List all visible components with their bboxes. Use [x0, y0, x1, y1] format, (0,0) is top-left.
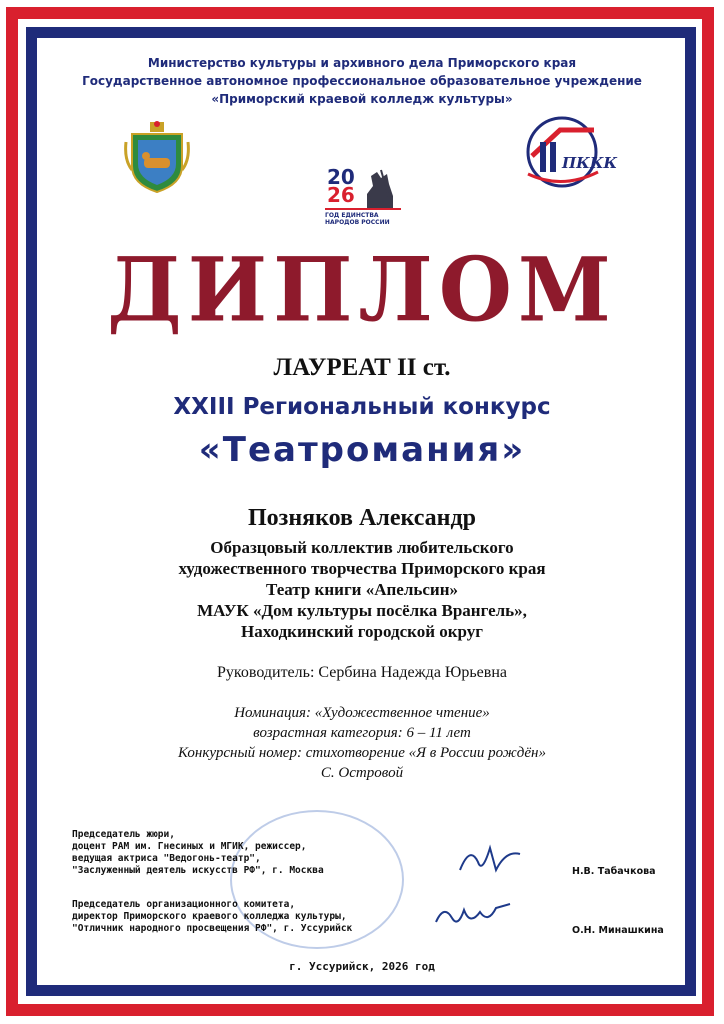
ministry-line: Министерство культуры и архивного дела Приморского края [147, 56, 577, 70]
age-category-line: возрастная категория: 6 – 11 лет [253, 725, 471, 741]
nomination-line: Номинация: «Художественное чтение» [234, 705, 490, 721]
institution-line: Государственное автономное профессиональное образовательное учреждение [82, 74, 642, 88]
leader-line: Руководитель: Сербина Надежда Юрьевна [217, 664, 507, 681]
recipient-line: Театр книги «Апельсин» [266, 580, 458, 599]
college-logo-icon [520, 112, 602, 188]
emblem-year-bottom: 26 [327, 183, 355, 207]
committee-chair-role-line: "Отличник народного просвещения РФ", г. Уссурийск [72, 923, 353, 934]
diploma-title: ДИПЛОМ [107, 237, 617, 342]
emblem-year-top: 20 [327, 165, 355, 189]
jury-chair-role-line: доцент РАМ им. Гнесиных и МГИК, режиссер, [72, 841, 307, 852]
recipient-line: художественного творчества Приморского края [178, 559, 546, 578]
college-name-line: «Приморский краевой колледж культуры» [211, 92, 513, 106]
recipient-name: Позняков Александр [248, 505, 476, 531]
monument-icon [359, 168, 399, 210]
committee-chair-role-line: Председатель организационного комитета, [72, 899, 296, 910]
author-line: С. Островой [320, 765, 404, 781]
committee-chair-name: О.Н. Минашкина [572, 925, 664, 936]
contest-name: «Театромания» [198, 430, 526, 470]
jury-chair-signature [450, 840, 530, 880]
college-logo-mark: ПККК [562, 154, 618, 172]
jury-chair-role-line: Председатель жюри, [72, 829, 175, 840]
contest-title: XXIII Региональный конкурс [173, 394, 551, 420]
committee-chair-role-line: директор Приморского краевого колледжа культуры, [72, 911, 347, 922]
year-of-unity-emblem [325, 165, 401, 236]
committee-chair-signature [430, 898, 520, 934]
coat-of-arms-icon [124, 120, 190, 194]
recipient-line: Образцовый коллектив любительского [210, 538, 514, 557]
city-and-year: г. Уссурийск, 2026 год [289, 960, 435, 973]
jury-chair-role-line: ведущая актриса "Ведогонь-театр", [72, 853, 261, 864]
emblem-caption-2: НАРОДОВ РОССИИ [325, 219, 390, 226]
performance-line: Конкурсный номер: стихотворение «Я в России рождён» [178, 745, 546, 761]
recipient-line: Находкинский городской округ [240, 622, 484, 641]
jury-chair-name: Н.В. Табачкова [572, 866, 656, 877]
college-logo [520, 112, 618, 188]
jury-chair-role-line: "Заслуженный деятель искусств РФ", г. Москва [72, 865, 324, 876]
recipient-line: МАУК «Дом культуры посёлка Врангель», [197, 601, 527, 620]
emblem-caption-1: ГОД ЕДИНСТВА [325, 212, 379, 219]
award-level: ЛАУРЕАТ II ст. [273, 354, 451, 381]
